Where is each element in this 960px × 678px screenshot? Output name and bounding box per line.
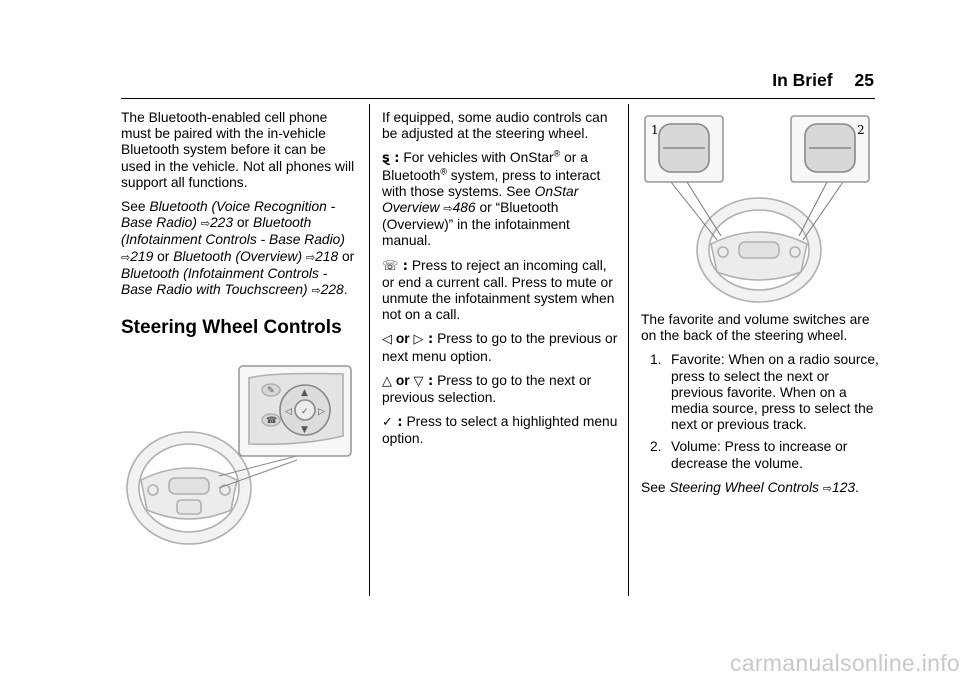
section-heading: Steering Wheel Controls: [121, 317, 342, 339]
page-header: [720, 70, 874, 91]
steering-wheel-back-switches-figure: [641, 112, 877, 304]
callout-2: 2: [857, 123, 865, 137]
column-2: [382, 110, 620, 456]
page-arrow-icon: ⇨: [200, 217, 210, 231]
bluetooth-pairing-paragraph: The Bluetooth-enabled cell phone must be paired with the in-vehicle Bluetooth system before it can be used in the vehicle. Not all phones will support all functions.: [121, 110, 355, 190]
svg-text:▷: ▷: [318, 407, 325, 417]
svg-text:▲: ▲: [301, 388, 308, 398]
bluetooth-see-paragraph: See Bluetooth (Voice Recognition - Base Radio) ⇨223 or Bluetooth (Infotainment Controls - Base Radio) ⇨219 or Bluetooth (Overview) ⇨218 or Bluetooth (Infotainment Controls - Base Radio with Touchscreen) ⇨228.: [121, 199, 355, 298]
xref-page[interactable]: 218: [315, 248, 339, 264]
xref-bluetooth-overview[interactable]: Bluetooth (Overview): [173, 248, 303, 264]
xref-bluetooth-voice[interactable]: Bluetooth (Voice Recognition - Base Radio): [121, 199, 336, 231]
down-arrow-icon: ▽ :: [413, 373, 434, 389]
svg-text:✎: ✎: [267, 386, 275, 396]
header-rule: [121, 98, 875, 99]
page-arrow-icon: ⇨: [305, 250, 316, 264]
left-arrow-icon: ◁: [382, 332, 392, 348]
page-arrow-icon: ⇨: [443, 202, 453, 216]
svg-text:✓: ✓: [301, 407, 309, 417]
right-arrow-icon: ▷ :: [413, 332, 434, 348]
column-3: [641, 312, 879, 505]
page-arrow-icon: ⇨: [121, 250, 131, 264]
watermark: carmanualsonline.info: [729, 650, 960, 676]
xref-bluetooth-controls[interactable]: Bluetooth (Infotainment Controls - Base Radio): [121, 215, 345, 248]
check-paragraph: ✓ : Press to select a highlighted menu option.: [382, 414, 618, 447]
xref-page[interactable]: 486: [452, 200, 476, 216]
controls-intro: If equipped, some audio controls can be adjusted at the steering wheel.: [382, 110, 608, 142]
xref-page[interactable]: 123: [832, 479, 856, 495]
xref-onstar-overview[interactable]: OnStar Overview: [382, 183, 579, 216]
column-divider-2: [628, 104, 629, 596]
up-arrow-icon: △: [382, 373, 392, 389]
switches-intro: The favorite and volume switches are on the back of the steering wheel.: [641, 312, 870, 344]
menu-paragraph: ◁ or ▷ : Press to go to the previous or next menu option.: [382, 331, 618, 364]
callout-1: 1: [651, 123, 659, 137]
voice-icon: ȿ :: [382, 151, 400, 167]
page-number: 25: [854, 70, 874, 90]
steering-wheel-controls-figure: [121, 360, 353, 550]
switches-list: [641, 352, 879, 471]
xref-page[interactable]: 223: [210, 215, 234, 231]
header-title: In Brief: [772, 70, 833, 90]
svg-text:☎: ☎: [266, 416, 278, 426]
list-item: 1. Favorite: When on a radio source, press to select the next or previous favorite. When on a media source, press to select the next or previous track.: [650, 352, 879, 433]
xref-page[interactable]: 228: [320, 282, 344, 298]
selection-paragraph: △ or ▽ : Press to go to the next or previous selection.: [382, 372, 592, 406]
column-divider-1: [369, 104, 370, 596]
xref-page[interactable]: 219: [130, 248, 154, 264]
list-item: 2. Volume: Press to increase or decrease the volume.: [650, 439, 848, 471]
end-call-icon: ☏ :: [382, 258, 408, 274]
svg-text:◁: ◁: [285, 407, 292, 417]
steering-see-paragraph: See Steering Wheel Controls ⇨123.: [641, 479, 859, 495]
xref-steering-wheel-controls[interactable]: Steering Wheel Controls: [669, 479, 819, 495]
voice-control-paragraph: ȿ : For vehicles with OnStar® or a Bluetooth® system, press to interact with those systems. See OnStar Overview ⇨486 or “Bluetooth (Overview)” in the infotainment manual.: [382, 148, 601, 249]
column-1: [121, 110, 359, 339]
page-arrow-icon: ⇨: [822, 481, 833, 495]
checkmark-icon: ✓ :: [382, 415, 403, 431]
svg-text:▼: ▼: [301, 425, 308, 435]
page-arrow-icon: ⇨: [311, 284, 321, 298]
end-call-paragraph: ☏ : Press to reject an incoming call, or end a current call. Press to mute or unmute the infotainment system when not on a call.: [382, 257, 615, 323]
xref-bluetooth-touchscreen[interactable]: Bluetooth (Infotainment Controls - Base Radio with Touchscreen): [121, 265, 328, 298]
